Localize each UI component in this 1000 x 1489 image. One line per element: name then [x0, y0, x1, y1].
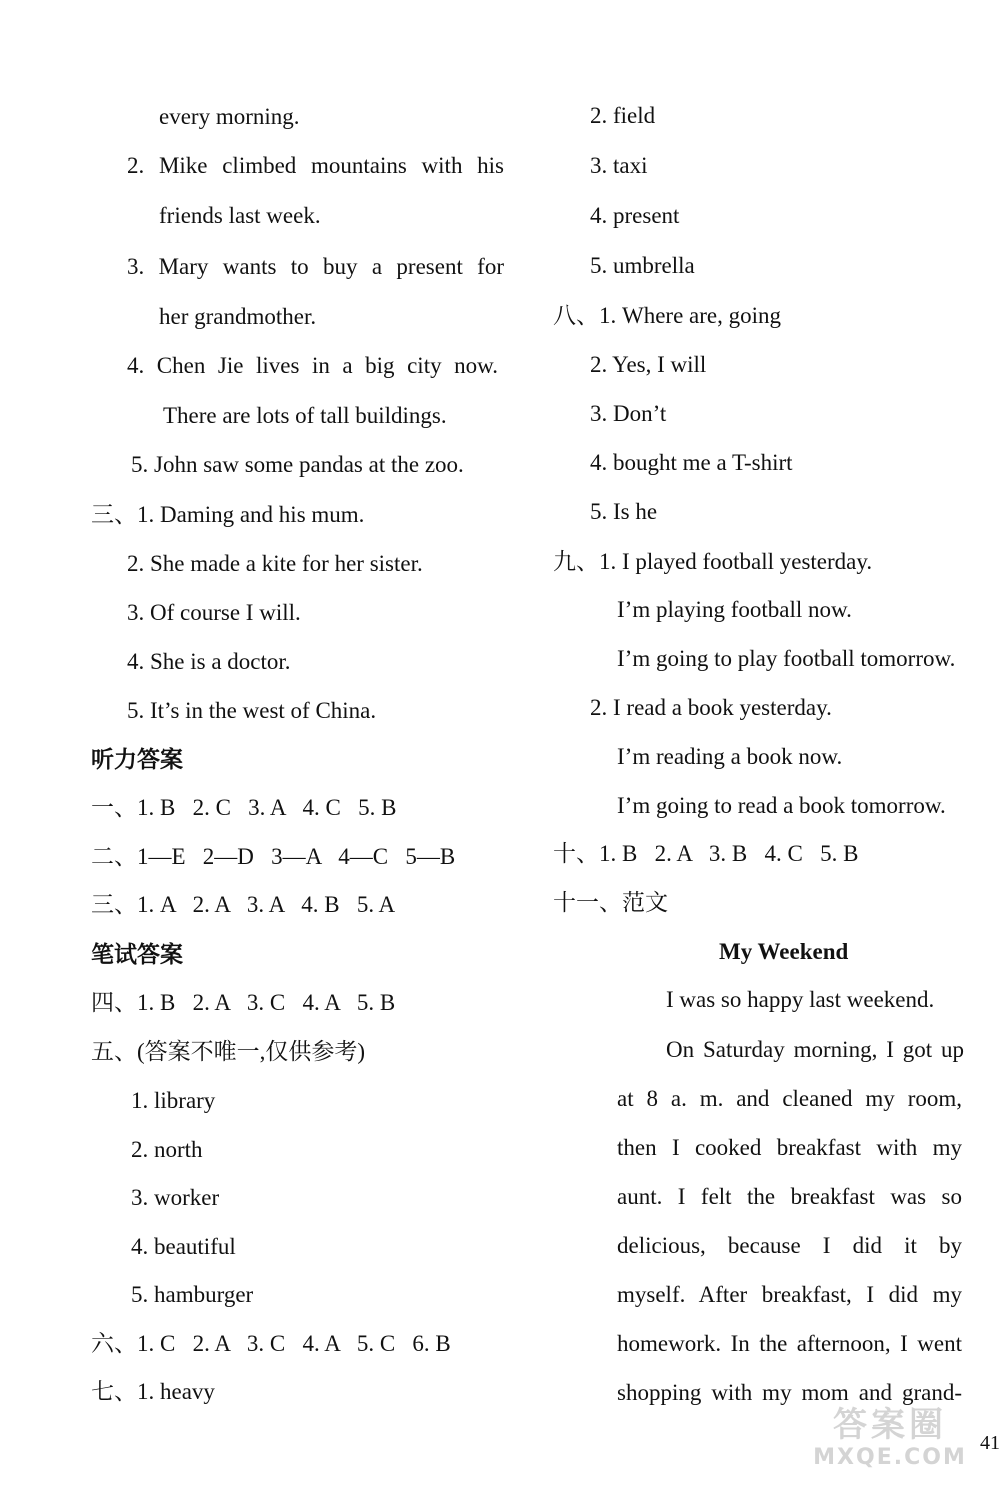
essay-line: delicious, because I did it by — [617, 1233, 962, 1258]
essay-title: My Weekend — [719, 939, 849, 964]
text-line: 4. present — [590, 203, 680, 228]
section-title: 听力答案 — [91, 747, 183, 772]
answer-row: 六、1. C 2. A 3. C 4. A 5. C 6. B — [91, 1331, 451, 1356]
text-line: 4. bought me a T-shirt — [590, 450, 793, 475]
essay-line: On Saturday morning, I got up — [666, 1037, 964, 1062]
text-line: I’m going to read a book tomorrow. — [617, 793, 946, 818]
section-title: 笔试答案 — [91, 942, 183, 967]
text-line: 2. She made a kite for her sister. — [127, 551, 423, 576]
answer-row: 三、1. A 2. A 3. A 4. B 5. A — [91, 892, 396, 917]
text-line: 2. Yes, I will — [590, 352, 707, 377]
text-line: 5. It’s in the west of China. — [127, 698, 377, 723]
text-line: 3. Mary wants to buy a present for — [127, 254, 504, 279]
answer-row: 一、1. B 2. C 3. A 4. C 5. B — [91, 795, 397, 820]
answer-row: 七、1. heavy — [91, 1379, 215, 1404]
text-line: 4. Chen Jie lives in a big city now. — [127, 353, 498, 378]
essay-line: at 8 a. m. and cleaned my room, — [617, 1086, 962, 1111]
essay-line: shopping with my mom and grand- — [617, 1380, 962, 1405]
text-line: 3. Don’t — [590, 401, 667, 426]
text-line: 2. field — [590, 103, 656, 128]
text-line: 2. north — [131, 1137, 203, 1162]
essay-line: aunt. I felt the breakfast was so — [617, 1184, 962, 1209]
answer-row: 四、1. B 2. A 3. C 4. A 5. B — [91, 990, 396, 1015]
text-line: 5. hamburger — [131, 1282, 254, 1307]
text-line: 4. beautiful — [131, 1234, 236, 1259]
page-number: 41 — [980, 1432, 1000, 1454]
text-line: I’m going to play football tomorrow. — [617, 646, 956, 671]
text-line: I’m reading a book now. — [617, 744, 843, 769]
watermark-text: 答案圈 — [833, 1405, 947, 1445]
text-line: every morning. — [159, 104, 300, 129]
watermark-logo — [790, 1405, 990, 1489]
section-heading: 九、1. I played football yesterday. — [553, 549, 873, 574]
essay-line: I was so happy last weekend. — [666, 987, 935, 1012]
text-line: 3. worker — [131, 1185, 220, 1210]
text-line: 3. taxi — [590, 153, 648, 178]
text-line: 4. She is a doctor. — [127, 649, 291, 674]
text-line: 5. John saw some pandas at the zoo. — [131, 452, 464, 477]
answer-row: 二、1—E 2—D 3—A 4—C 5—B — [91, 844, 456, 869]
essay-line: homework. In the afternoon, I went — [617, 1331, 962, 1356]
answer-row: 十、1. B 2. A 3. B 4. C 5. B — [553, 841, 859, 866]
section-heading: 八、1. Where are, going — [553, 303, 782, 328]
text-line: 5. Is he — [590, 499, 658, 524]
text-line: There are lots of tall buildings. — [163, 403, 447, 428]
section-heading: 五、(答案不唯一,仅供参考) — [91, 1039, 366, 1064]
text-line: friends last week. — [159, 203, 321, 228]
text-line: 1. library — [131, 1088, 216, 1113]
text-line: 2. Mike climbed mountains with his — [127, 153, 504, 178]
section-heading: 三、1. Daming and his mum. — [91, 502, 365, 527]
essay-line: then I cooked breakfast with my — [617, 1135, 962, 1160]
text-line: I’m playing football now. — [617, 597, 852, 622]
text-line: her grandmother. — [159, 304, 317, 329]
text-line: 5. umbrella — [590, 253, 695, 278]
watermark-url: MXQE.COM — [813, 1445, 967, 1470]
section-heading: 十一、范文 — [553, 890, 668, 915]
text-line: 2. I read a book yesterday. — [590, 695, 832, 720]
text-line: 3. Of course I will. — [127, 600, 301, 625]
essay-line: myself. After breakfast, I did my — [617, 1282, 962, 1307]
